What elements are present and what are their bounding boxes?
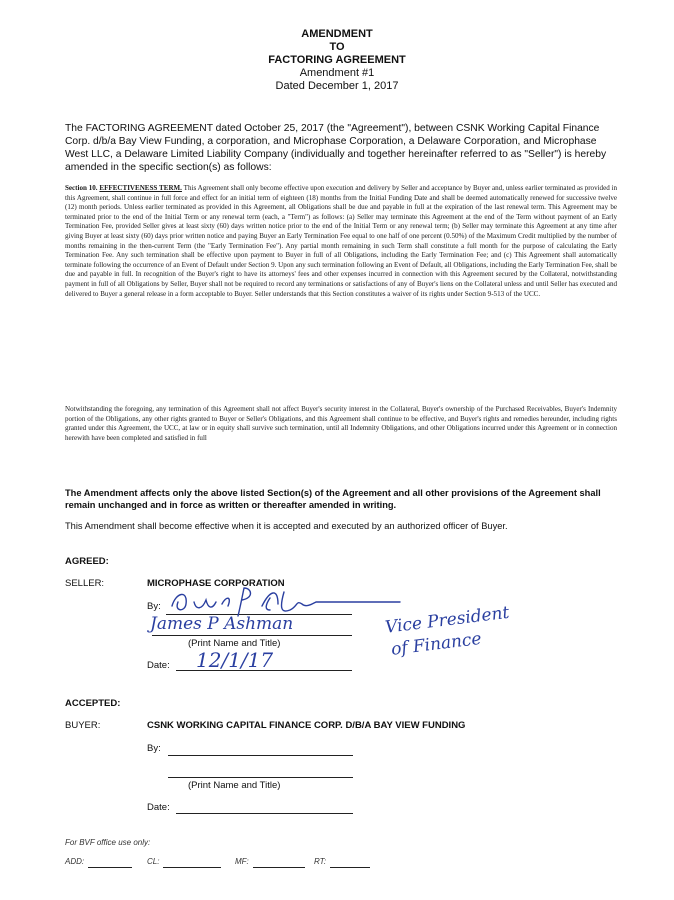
notwithstanding-paragraph: Notwithstanding the foregoing, any termination of this Agreement shall not affect Buyer's security interest in the Collateral, Buyer's ownership of the Purchased Receivables, Buyer's Indemnity portion of the Obligations, any other rights granted to Buyer or Seller's Obligations, and this Agreement shall continue to be effective, and Buyer's rights and remedies hereunder, including rights granted under this Agreement, the UCC, at law or in equity shall survive such termination, until all Indemnity Obligations, and other Obligations incurred under this Agreement or in connection herewith have been completed and satisfied in full [65, 405, 617, 442]
title-agreement-name: FACTORING AGREEMENT [268, 54, 406, 66]
seller-date-line [176, 670, 352, 671]
buyer-company: CSNK WORKING CAPITAL FINANCE CORP. D/B/A BAY VIEW FUNDING [147, 720, 466, 731]
office-rt-line [330, 867, 370, 868]
buyer-print-name-caption: (Print Name and Title) [188, 780, 281, 791]
section-title: EFFECTIVENESS TERM. [99, 184, 182, 192]
office-cl-line [163, 867, 221, 868]
signature-stroke [172, 588, 400, 616]
buyer-date-line [176, 813, 353, 814]
buyer-print-name-line [168, 777, 353, 778]
office-use-note: For BVF office use only: [65, 838, 151, 847]
seller-label: SELLER: [65, 578, 105, 589]
office-mf-line [253, 867, 305, 868]
title-date: Dated December 1, 2017 [275, 80, 399, 92]
seller-printed-name: James P Ashman [150, 614, 294, 634]
title-amendment: AMENDMENT [301, 28, 373, 40]
section-body: This Agreement shall only become effective upon execution and delivery by Seller and acceptance by Buyer and, unless earlier terminated as provided in this Agreement, shall continue in full force and effect for an initial term of eighteen (18) months from the Initial Funding Date and shall be deemed automatically renewed for successive twelve (12) month periods. Unless earlier terminated as provided in this Agreement, all Obligations shall be due and payable in full at the expiration of the last renewal term. This Agreement may be terminated prior to the end of the Initial Term or any renewal term (each, a "Term") as follows: (a) Seller may terminate this Agreement at the end of the Term without payment of an Early Termination Fee, provided Seller gives at least sixty (60) days written notice prior to the end of the Initial Term or any renewal term; (b) Seller may terminate this Agreement at any time after giving Buyer at least sixty (60) days prior written notice and paying Buyer an Early Termination Fee equal to one half of one percent (0.50%) of the Maximum Credit multiplied by the number of months remaining in the then-current Term (the "Early Termination Fee"). Any partial month remaining in such Term shall constitute a full month for the purpose of calculating the Early Termination Fee. Any such termination shall be effective upon payment to Buyer in full of all Obligations, including the Early Termination Fee; and (c) This Agreement shall automatically terminate following the occurrence of an Event of Default under Section 9. Upon any such termination following an Event of Default, all Obligations, including the Early Termination Fee, shall be due and payable in full. In recognition of the Buyer's right to have its attorneys' fees and other expenses incurred in connection with this Agreement secured by the Collateral, notwithstanding payment in full of all Obligations by Seller, Buyer shall not be required to record any terminations or satisfactions of any of Buyer's liens on the Collateral unless and until Seller has executed and delivered to Buyer a general release in a form acceptable to Buyer. Seller understands that this Section constitutes a waiver of its rights under Section 9-513 of the UCC. [65, 184, 618, 298]
seller-print-name-caption: (Print Name and Title) [188, 638, 281, 649]
office-add-line [88, 867, 132, 868]
section-number: Section 10. [65, 184, 98, 192]
buyer-by-label: By: [147, 743, 161, 754]
effective-paragraph: This Amendment shall become effective when it is accepted and executed by an authorized officer of Buyer. [65, 521, 508, 531]
intro-paragraph: The FACTORING AGREEMENT dated October 25, 2017 (the "Agreement"), between CSNK Working Capital Finance Corp. d/b/a Bay View Funding, a corporation, and Microphase Corporation, a Delaware Corporation, and Microphase West LLC, a Delaware Limited Liability Company (individually and together hereinafter referred to as "Seller") is hereby amended in the specific section(s) as follows: [65, 123, 607, 173]
buyer-label: BUYER: [65, 720, 101, 731]
agreed-heading: AGREED: [65, 556, 109, 567]
office-add-label: ADD: [65, 857, 85, 866]
affects-paragraph: The Amendment affects only the above listed Section(s) of the Agreement and all other provisions of the Agreement shall remain unchanged and in force as written or thereafter amended in writing. [65, 488, 601, 510]
title-amendment-number: Amendment #1 [299, 67, 375, 79]
seller-printed-title-2: of Finance [390, 628, 483, 660]
office-cl-label: CL: [147, 857, 160, 866]
buyer-signature-line [168, 755, 353, 756]
seller-printed-title-1: Vice President [384, 602, 511, 638]
office-rt-label: RT: [314, 857, 327, 866]
seller-by-label: By: [147, 601, 161, 612]
seller-company: MICROPHASE CORPORATION [147, 578, 285, 589]
section-10-paragraph [65, 184, 617, 299]
accepted-heading: ACCEPTED: [65, 698, 121, 709]
document-title [0, 28, 674, 93]
office-mf-label: MF: [235, 857, 249, 866]
buyer-date-label: Date: [147, 802, 170, 813]
seller-date-label: Date: [147, 660, 170, 671]
seller-print-name-line [152, 635, 352, 636]
seller-date-value: 12/1/17 [196, 648, 274, 672]
title-to: TO [329, 41, 345, 53]
